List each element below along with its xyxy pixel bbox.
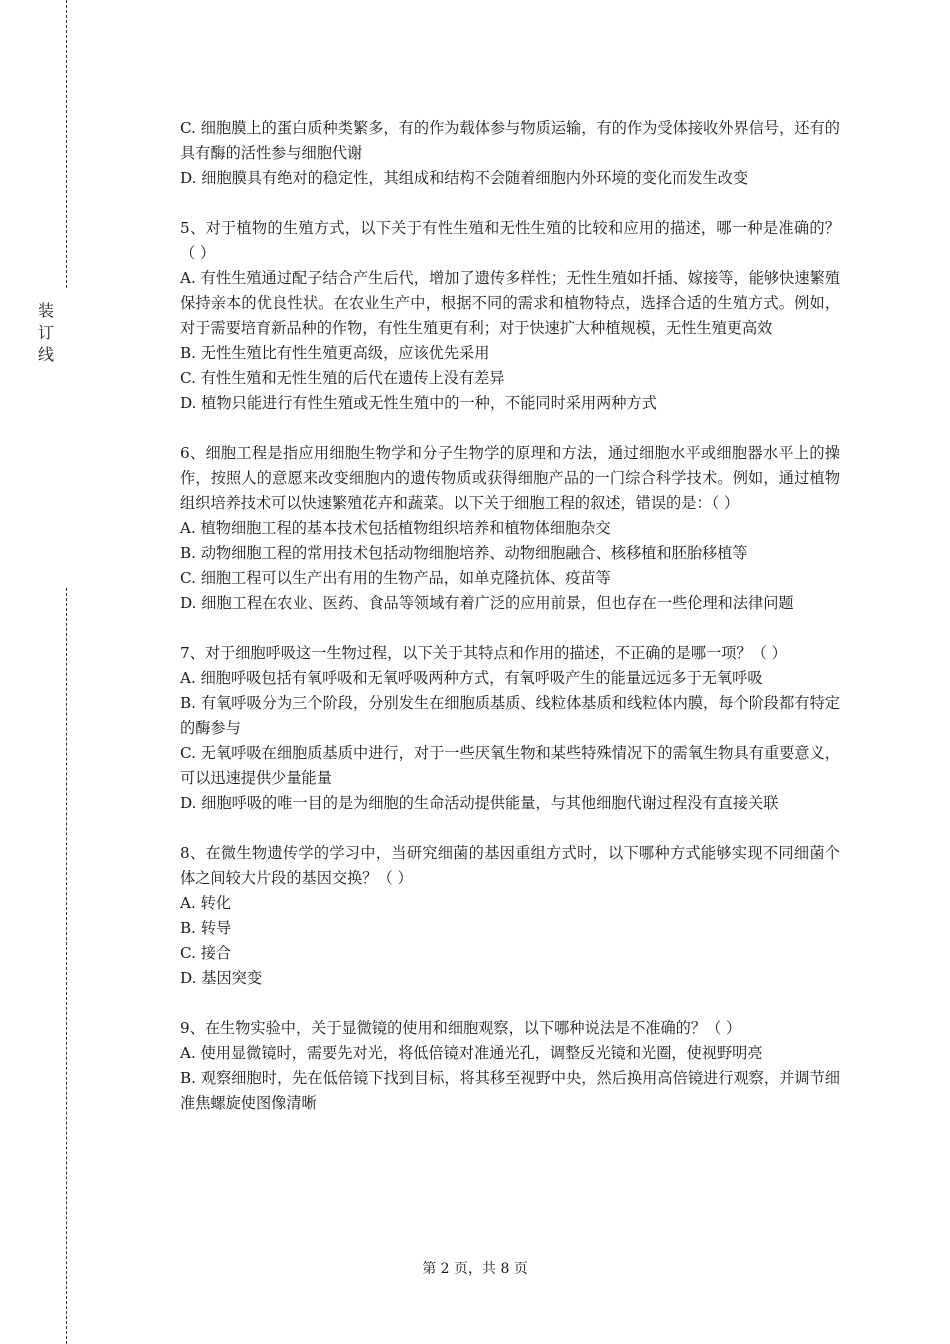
binding-char: 装	[37, 301, 54, 320]
binding-char: 订	[37, 323, 54, 342]
question-stem: 5、对于植物的生殖方式，以下关于有性生殖和无性生殖的比较和应用的描述，哪一种是准确的？（ ）	[180, 219, 840, 262]
option-d: D. 基因突变	[180, 969, 263, 987]
option-d: D. 细胞膜具有绝对的稳定性，其组成和结构不会随着细胞内外环境的变化而发生改变	[180, 169, 749, 187]
option-c: C. 有性生殖和无性生殖的后代在遗传上没有差异	[180, 369, 505, 387]
question-6	[180, 441, 840, 616]
exam-content	[180, 116, 840, 1141]
question-stem: 6、细胞工程是指应用细胞生物学和分子生物学的原理和方法，通过细胞水平或细胞器水平上的操作，按照人的意愿来改变细胞内的遗传物质或获得细胞产品的一门综合科学技术。例如，通过植物组织培养技术可以快速繁殖花卉和蔬菜。以下关于细胞工程的叙述，错误的是：（ ）	[180, 444, 840, 512]
question-7	[180, 641, 840, 816]
question-4-continued	[180, 116, 840, 191]
binding-label	[36, 300, 56, 366]
question-stem: 8、在微生物遗传学的学习中，当研究细菌的基因重组方式时，以下哪种方式能够实现不同细菌个体之间较大片段的基因交换？（ ）	[180, 844, 840, 887]
binding-char: 线	[37, 345, 54, 364]
page-number: 第 2 页，共 8 页	[422, 1261, 528, 1277]
binding-dashed-line-bottom	[66, 588, 67, 1344]
option-a: A. 转化	[180, 894, 231, 912]
option-d: D. 植物只能进行有性生殖或无性生殖中的一种，不能同时采用两种方式	[180, 394, 657, 412]
question-stem: 9、在生物实验中，关于显微镜的使用和细胞观察，以下哪种说法是不准确的？（ ）	[180, 1019, 742, 1037]
option-d: D. 细胞工程在农业、医药、食品等领域有着广泛的应用前景，但也存在一些伦理和法律问题	[180, 594, 794, 612]
option-d: D. 细胞呼吸的唯一目的是为细胞的生命活动提供能量，与其他细胞代谢过程没有直接关联	[180, 794, 779, 812]
option-b: B. 观察细胞时，先在低倍镜下找到目标，将其移至视野中央，然后换用高倍镜进行观察，并调节细准焦螺旋使图像清晰	[180, 1069, 840, 1112]
option-b: B. 有氧呼吸分为三个阶段，分别发生在细胞质基质、线粒体基质和线粒体内膜，每个阶段都有特定的酶参与	[180, 694, 840, 737]
binding-dashed-line-top	[66, 0, 67, 288]
option-a: A. 植物细胞工程的基本技术包括植物组织培养和植物体细胞杂交	[180, 519, 611, 537]
question-9	[180, 1016, 840, 1116]
option-b: B. 转导	[180, 919, 232, 937]
question-8	[180, 841, 840, 991]
option-c: C. 接合	[180, 944, 232, 962]
option-a: A. 使用显微镜时，需要先对光，将低倍镜对准通光孔，调整反光镜和光圈，使视野明亮	[180, 1044, 763, 1062]
option-a: A. 细胞呼吸包括有氧呼吸和无氧呼吸两种方式，有氧呼吸产生的能量远远多于无氧呼吸	[180, 669, 763, 687]
question-stem: 7、对于细胞呼吸这一生物过程，以下关于其特点和作用的描述，不正确的是哪一项？（ ）	[180, 644, 787, 662]
option-a: A. 有性生殖通过配子结合产生后代，增加了遗传多样性；无性生殖如扦插、嫁接等，能够快速繁殖保持亲本的优良性状。在农业生产中，根据不同的需求和植物特点，选择合适的生殖方式。例如，对于需要培育新品种的作物，有性生殖更有利；对于快速扩大种植规模，无性生殖更高效	[180, 269, 840, 337]
option-c: C. 细胞膜上的蛋白质种类繁多，有的作为载体参与物质运输，有的作为受体接收外界信号，还有的具有酶的活性参与细胞代谢	[180, 119, 840, 162]
option-b: B. 动物细胞工程的常用技术包括动物细胞培养、动物细胞融合、核移植和胚胎移植等	[180, 544, 748, 562]
question-5	[180, 216, 840, 416]
option-c: C. 无氧呼吸在细胞质基质中进行，对于一些厌氧生物和某些特殊情况下的需氧生物具有重要意义，可以迅速提供少量能量	[180, 744, 840, 787]
option-b: B. 无性生殖比有性生殖更高级，应该优先采用	[180, 344, 490, 362]
option-c: C. 细胞工程可以生产出有用的生物产品，如单克隆抗体、疫苗等	[180, 569, 611, 587]
